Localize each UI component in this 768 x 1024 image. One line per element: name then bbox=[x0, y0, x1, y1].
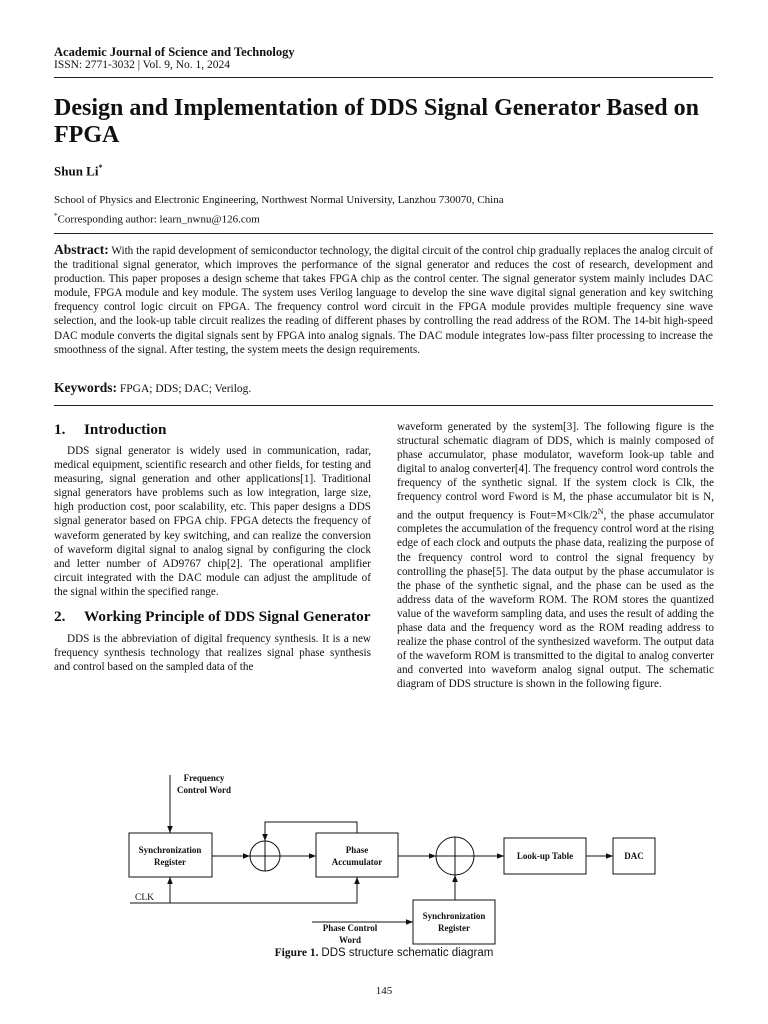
section-2-paragraph-start: DDS is the abbreviation of digital frequency synthesis. It is a new frequency synthesis technology that realizes signal phase synthesis and control based on the sampled data of the bbox=[54, 633, 371, 674]
section-1-paragraph: DDS signal generator is widely used in communication, radar, medical equipment, scientific research and other fields, for testing and measuring, signal generation and other applications[1]. Traditional signal generators have problems such as low integration, large size, high production cost, poor scalability, etc. This paper designs a DDS signal generator based on FPGA chip. FPGA detects the frequency of waveform generated by key switching, and can realize the conversion of waveform digital signal to analog signal by configuring the clock and letter number of AD9767 chip[2]. The operational amplifier circuit integrated with the DAC module can adjust the amplitude of the signal within the specified range. bbox=[54, 445, 371, 598]
sync-register-1-box bbox=[129, 833, 212, 877]
left-column bbox=[54, 421, 371, 674]
section-1-heading bbox=[54, 421, 371, 439]
abstract-label: Abstract: bbox=[54, 242, 109, 257]
fcw-label-line2: Control Word bbox=[177, 785, 231, 795]
clk-label: CLK bbox=[135, 893, 154, 903]
keywords bbox=[54, 380, 251, 396]
sync1-label-line2: Register bbox=[154, 857, 186, 867]
author-name: Shun Li bbox=[54, 163, 99, 179]
pcw-label-line1: Phase Control bbox=[322, 923, 378, 933]
adder-2-icon bbox=[436, 837, 474, 875]
page-number: 145 bbox=[375, 985, 393, 997]
abstract-top-rule bbox=[54, 233, 713, 234]
abstract-bottom-rule bbox=[54, 405, 713, 406]
right-column bbox=[397, 420, 714, 692]
section-2-number: 2. bbox=[54, 608, 66, 626]
section-2-paragraph-continued bbox=[397, 420, 714, 692]
paragraph-part-a: waveform generated by the system[3]. The following figure is the structural schematic diagram of DDS, which is mainly composed of phase accumulator, phase modulator, waveform look-up table and digital to analog converter[4]. The frequency control word controls the frequency of the synthetic signal. If the system clock is Clk, the frequency control word Fword is M, the phase accumulator bit is N, and the output frequency is Fout=M×Clk/2 bbox=[397, 421, 714, 522]
figure-caption-label: Figure 1. bbox=[274, 947, 319, 959]
author bbox=[54, 163, 102, 179]
author-mark: * bbox=[98, 163, 103, 172]
header-rule bbox=[54, 77, 713, 78]
corresponding-mark: * bbox=[54, 212, 58, 220]
acc-label-line2: Accumulator bbox=[331, 857, 383, 867]
keywords-text: FPGA; DDS; DAC; Verilog. bbox=[119, 383, 252, 395]
abstract-text: With the rapid development of semiconductor technology, the digital circuit of the control chip gradually replaces the analog circuit of the traditional signal generator, which improves the performance of the signal generator and reduces the cost of research, development and production. This paper proposes a design scheme that takes FPGA chip as the control center. The signal generator system mainly includes DAC module, FPGA module and key module. The system uses Verilog language to develop the sine wave digital signal generation and key switching frequency control logic circuit on FPGA. The frequency control word circuit in the FPGA module provides multiple frequency sine wave selection, and the look-up table circuit realizes the reading of different phases by controlling the read address of the ROM. The 14-bit high-speed DAC module converts the digital signals sent by FPGA into analog signals. The DAC module integrates low-pass filter processing to increase the smoothness of the signal. After testing, the system meets the design requirements. bbox=[54, 245, 713, 356]
keywords-label: Keywords: bbox=[54, 380, 117, 395]
sync-register-2-box bbox=[413, 900, 495, 944]
dds-structure-diagram bbox=[0, 760, 768, 960]
corresponding-text: Corresponding author: learn_nwnu@126.com bbox=[57, 213, 260, 226]
acc-label-line1: Phase bbox=[345, 845, 369, 855]
phase-accumulator-box bbox=[316, 833, 398, 877]
sync2-label-line1: Synchronization bbox=[422, 911, 486, 921]
sync1-label-line1: Synchronization bbox=[138, 845, 202, 855]
formula-superscript: N bbox=[597, 506, 604, 516]
affiliation-block bbox=[54, 192, 714, 228]
clk-to-acc-arrow bbox=[170, 877, 357, 903]
section-2-title: Working Principle of DDS Signal Generator bbox=[84, 608, 371, 626]
paper-title: Design and Implementation of DDS Signal Generator Based on FPGA bbox=[54, 95, 699, 148]
figure-caption bbox=[0, 947, 768, 959]
abstract bbox=[54, 243, 713, 357]
section-2-heading bbox=[54, 608, 371, 626]
lut-label: Look-up Table bbox=[516, 851, 574, 861]
figure-caption-text: DDS structure schematic diagram bbox=[321, 947, 494, 959]
feedback-arrow bbox=[265, 822, 357, 841]
affiliation: School of Physics and Electronic Engineering, Northwest Normal University, Lanzhou 730070, China bbox=[54, 194, 504, 206]
pcw-label-line2: Word bbox=[338, 935, 362, 945]
sync2-label-line2: Register bbox=[438, 923, 470, 933]
journal-name: Academic Journal of Science and Technology bbox=[54, 45, 295, 59]
journal-issn: ISSN: 2771-3032 | Vol. 9, No. 1, 2024 bbox=[54, 59, 230, 71]
corresponding-author bbox=[54, 208, 714, 228]
section-1-number: 1. bbox=[54, 421, 66, 438]
paragraph-part-b: , the phase accumulator completes the accumulation of the frequency control word at the rising edge of each clock and outputs the phase data, realizing the purpose of the frequency control word to control the signal frequency by controlling the phase[5]. The data output by the phase accumulator is the phase of the synthetic signal, and the phase can be used as the address data of the waveform ROM. The ROM stores the quantized value of the waveform sampling data, and uses the result of adding the phase data and the frequency word as the ROM reading address to realize the phase control of the synthesized waveform. The output data of the waveform ROM is transmitted to the digital to analog converter and converted into waveform analog signal output. The schematic diagram of DDS structure is shown in the following figure. bbox=[397, 509, 714, 691]
adder-1-icon bbox=[250, 841, 280, 871]
fcw-label-line1: Frequency bbox=[183, 773, 225, 783]
dac-label: DAC bbox=[624, 851, 644, 861]
section-1-title: Introduction bbox=[84, 421, 167, 438]
